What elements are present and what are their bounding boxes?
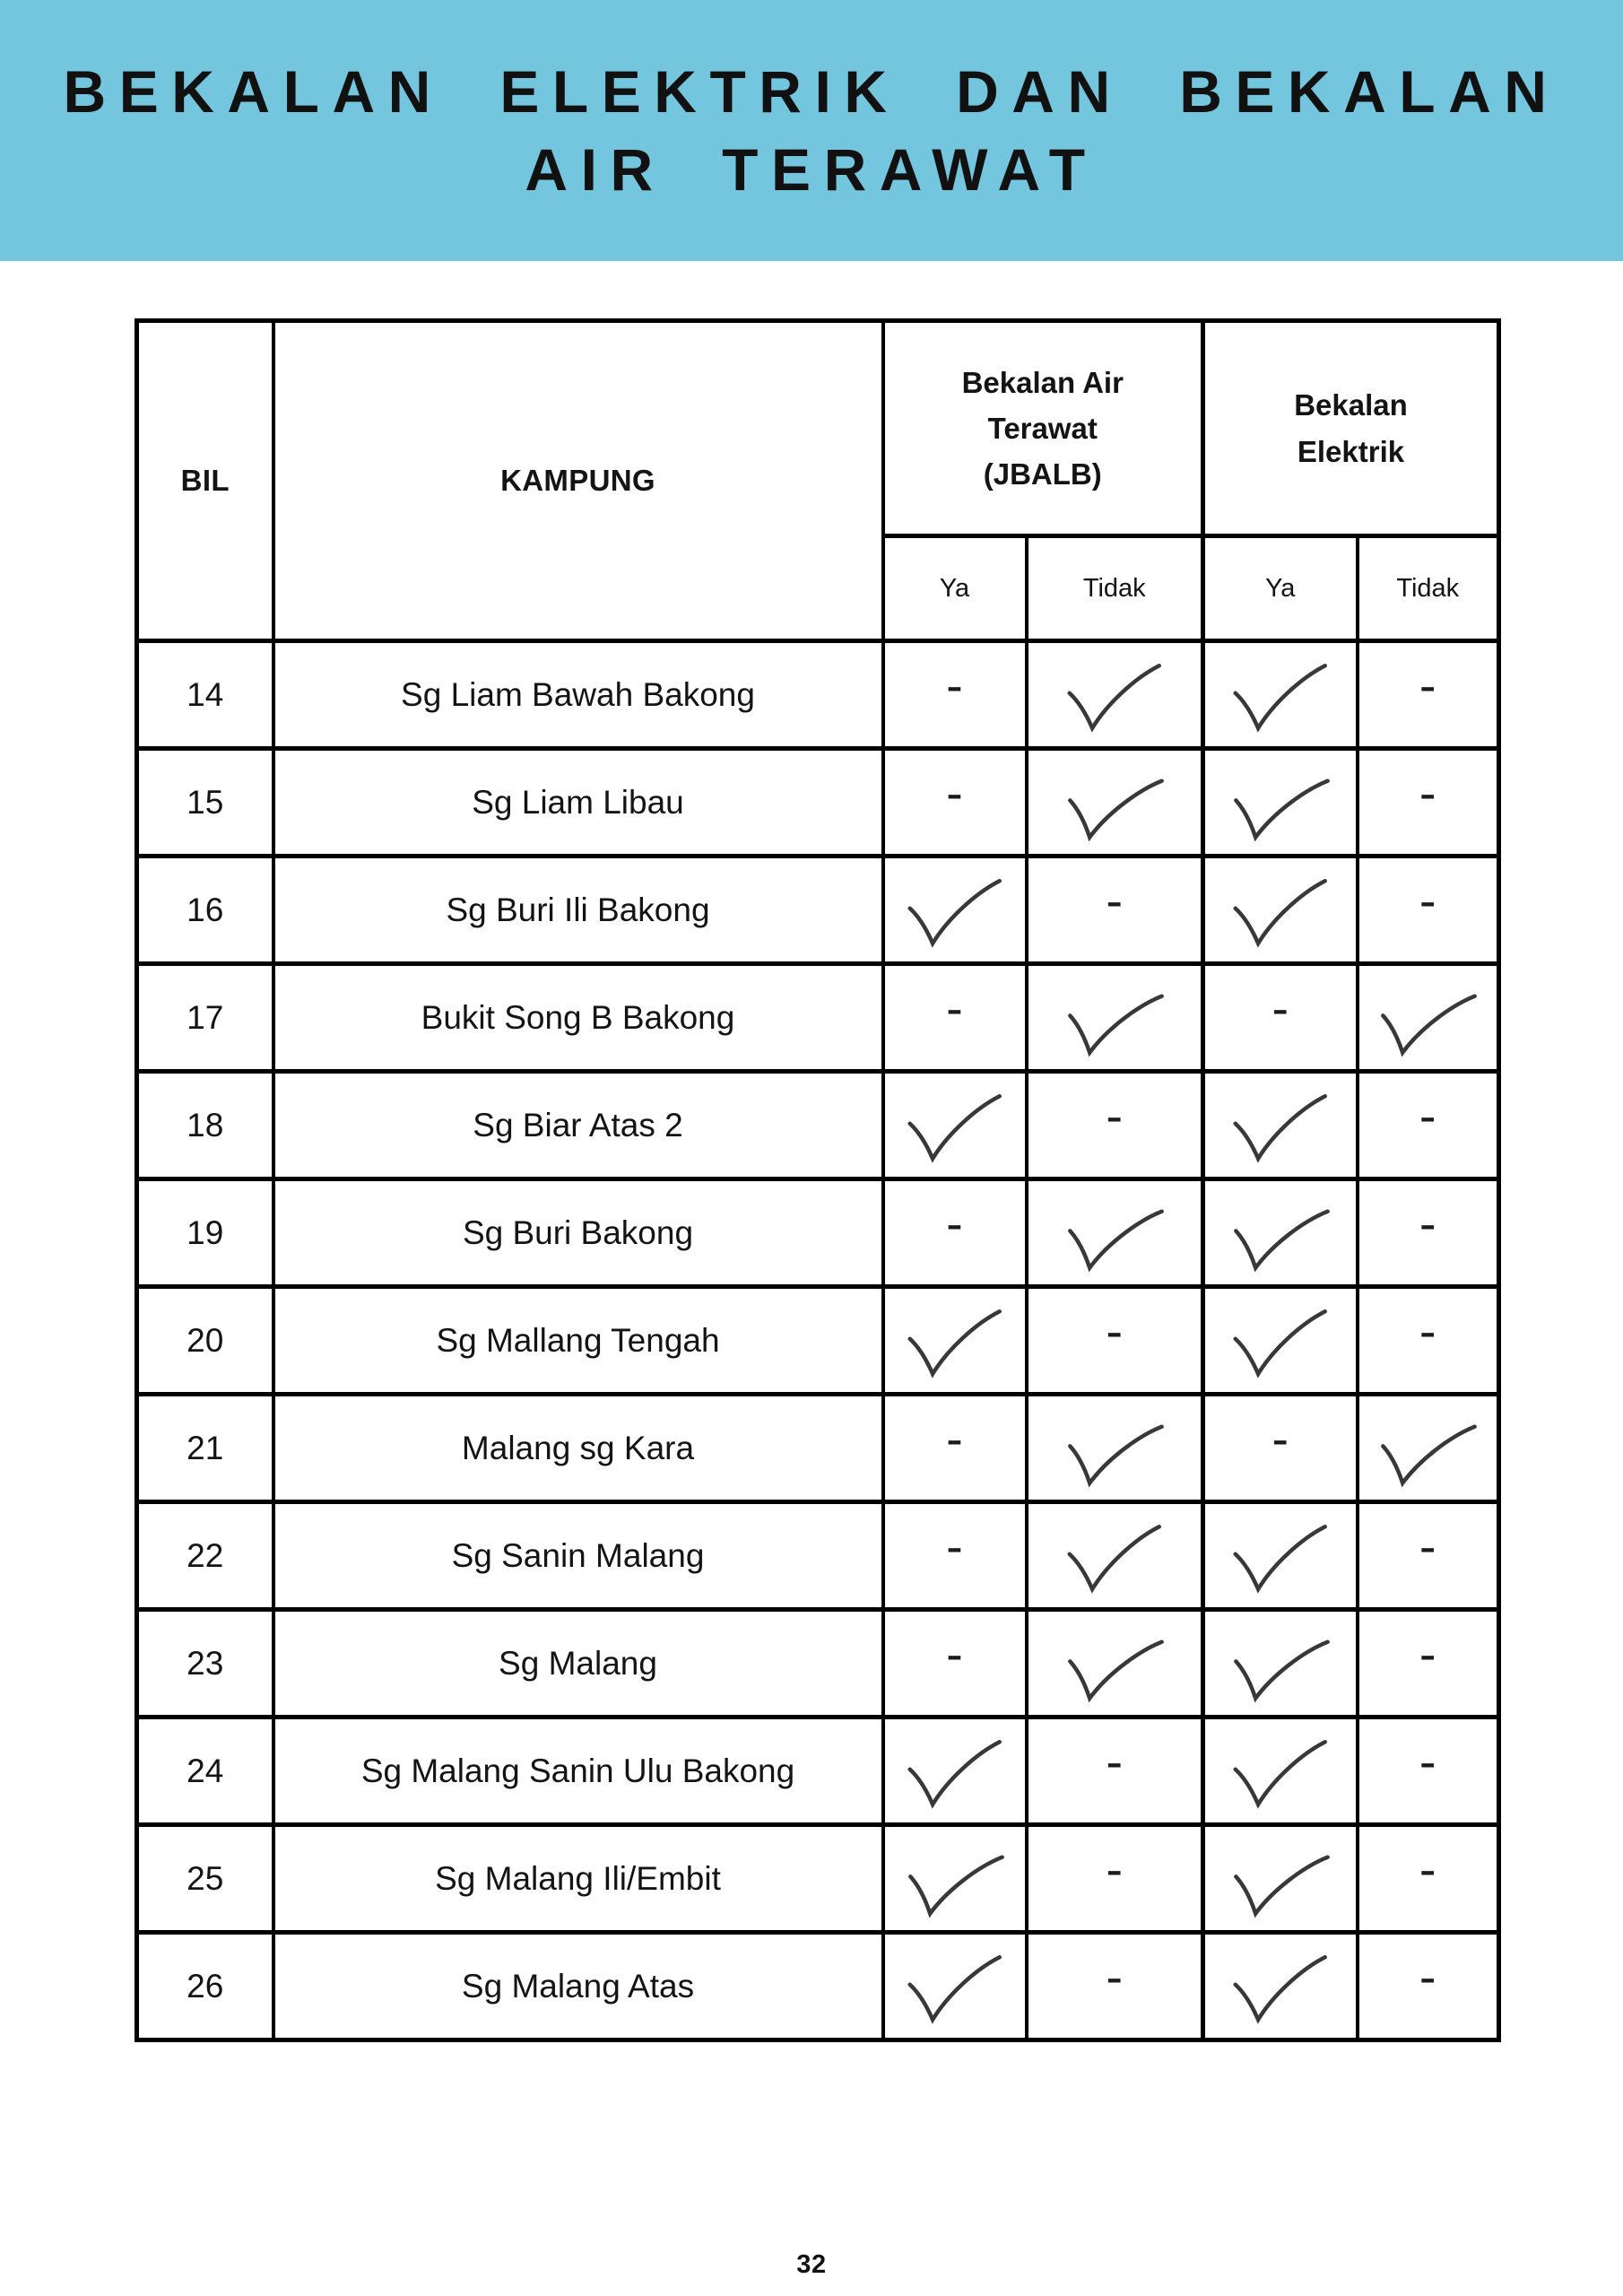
elektrik-ya-cell	[1203, 1072, 1358, 1179]
check-icon	[1062, 659, 1167, 740]
air-ya-cell	[883, 1287, 1027, 1395]
elektrik-ya-cell	[1203, 1610, 1358, 1718]
elektrik-tidak-cell: -	[1358, 1610, 1499, 1718]
column-header-bil: BIL	[137, 321, 273, 641]
kampung-cell: Sg Mallang Tengah	[273, 1287, 883, 1395]
bil-cell: 22	[137, 1502, 273, 1610]
column-header-kampung: KAMPUNG	[273, 321, 883, 641]
kampung-cell: Sg Malang Sanin Ulu Bakong	[273, 1718, 883, 1825]
column-header-air-ya: Ya	[883, 536, 1027, 641]
table-body	[137, 641, 1499, 2040]
elektrik-ya-cell	[1203, 749, 1358, 857]
check-icon	[1228, 1951, 1332, 2031]
elektrik-tidak-cell: -	[1358, 1502, 1499, 1610]
kampung-cell: Sg Malang Atas	[273, 1933, 883, 2040]
elektrik-tidak-cell: -	[1358, 857, 1499, 964]
bil-cell: 17	[137, 964, 273, 1072]
bil-cell: 14	[137, 641, 273, 749]
air-ya-cell: -	[883, 964, 1027, 1072]
column-header-air-tidak: Tidak	[1027, 536, 1203, 641]
table-row	[137, 964, 1499, 1072]
check-icon	[1228, 659, 1332, 740]
elektrik-ya-cell: -	[1203, 964, 1358, 1072]
elektrik-tidak-cell: -	[1358, 1179, 1499, 1287]
table-row	[137, 1395, 1499, 1502]
check-icon	[902, 1951, 1007, 2031]
check-icon	[1375, 985, 1480, 1067]
bil-cell: 16	[137, 857, 273, 964]
air-tidak-cell	[1027, 1179, 1203, 1287]
air-ya-cell: -	[883, 1610, 1027, 1718]
check-icon	[1061, 1200, 1167, 1283]
air-tidak-cell	[1027, 1395, 1203, 1502]
kampung-cell: Sg Malang Ili/Embit	[273, 1825, 883, 1933]
air-tidak-cell: -	[1027, 1072, 1203, 1179]
check-icon	[902, 1735, 1007, 1816]
air-tidak-cell	[1027, 964, 1203, 1072]
bil-cell: 18	[137, 1072, 273, 1179]
page-number: 32	[796, 2250, 827, 2279]
air-ya-cell	[883, 1718, 1027, 1825]
kampung-cell: Sg Buri Bakong	[273, 1179, 883, 1287]
elektrik-tidak-cell: -	[1358, 1718, 1499, 1825]
elektrik-tidak-cell: -	[1358, 641, 1499, 749]
table-row	[137, 1718, 1499, 1825]
table-row	[137, 857, 1499, 964]
elektrik-tidak-cell	[1358, 964, 1499, 1072]
table-row	[137, 1287, 1499, 1395]
bil-cell: 25	[137, 1825, 273, 1933]
check-icon	[1061, 770, 1167, 852]
table-row	[137, 1610, 1499, 1718]
air-tidak-cell	[1027, 749, 1203, 857]
table-row	[137, 641, 1499, 749]
column-header-elektrik-group: Bekalan Elektrik	[1203, 321, 1499, 536]
page-title-line1: BEKALAN ELEKTRIK DAN BEKALAN	[63, 57, 1560, 125]
elektrik-ya-cell	[1203, 1933, 1358, 2040]
air-ya-cell	[883, 1825, 1027, 1933]
check-icon	[1228, 1735, 1332, 1816]
bil-cell: 19	[137, 1179, 273, 1287]
kampung-cell: Sg Liam Bawah Bakong	[273, 641, 883, 749]
kampung-cell: Sg Biar Atas 2	[273, 1072, 883, 1179]
check-icon	[1228, 1305, 1332, 1386]
bil-cell: 26	[137, 1933, 273, 2040]
elektrik-tidak-cell: -	[1358, 1072, 1499, 1179]
elektrik-ya-cell	[1203, 1179, 1358, 1287]
check-icon	[1375, 1415, 1480, 1498]
check-icon	[1227, 1631, 1332, 1713]
table-row	[137, 1933, 1499, 2040]
check-icon	[1061, 1415, 1167, 1498]
title-banner	[0, 0, 1623, 261]
elektrik-ya-cell	[1203, 1825, 1358, 1933]
air-tidak-cell: -	[1027, 1718, 1203, 1825]
air-ya-cell: -	[883, 1395, 1027, 1502]
air-ya-cell: -	[883, 1502, 1027, 1610]
table-row	[137, 1179, 1499, 1287]
check-icon	[1228, 874, 1332, 955]
air-tidak-cell: -	[1027, 1933, 1203, 2040]
elektrik-tidak-cell	[1358, 1395, 1499, 1502]
kampung-cell: Malang sg Kara	[273, 1395, 883, 1502]
elektrik-ya-cell	[1203, 857, 1358, 964]
column-header-elektrik-tidak: Tidak	[1358, 536, 1499, 641]
air-ya-cell	[883, 857, 1027, 964]
check-icon	[1227, 1846, 1332, 1928]
check-icon	[902, 874, 1007, 955]
bil-cell: 20	[137, 1287, 273, 1395]
check-icon	[1228, 1520, 1332, 1601]
check-icon	[1228, 1090, 1332, 1170]
bil-cell: 24	[137, 1718, 273, 1825]
air-tidak-cell	[1027, 1610, 1203, 1718]
elektrik-tidak-cell: -	[1358, 749, 1499, 857]
check-icon	[1061, 985, 1167, 1067]
elektrik-tidak-cell: -	[1358, 1825, 1499, 1933]
elektrik-tidak-cell: -	[1358, 1287, 1499, 1395]
bil-cell: 15	[137, 749, 273, 857]
column-header-elektrik-ya: Ya	[1203, 536, 1358, 641]
supply-table	[135, 318, 1501, 2042]
elektrik-ya-cell	[1203, 641, 1358, 749]
check-icon	[902, 1305, 1007, 1386]
air-ya-cell	[883, 1933, 1027, 2040]
air-ya-cell: -	[883, 749, 1027, 857]
elektrik-ya-cell	[1203, 1502, 1358, 1610]
kampung-cell: Sg Sanin Malang	[273, 1502, 883, 1610]
air-tidak-cell	[1027, 1502, 1203, 1610]
bil-cell: 21	[137, 1395, 273, 1502]
column-header-air-group: Bekalan Air Terawat (JBALB)	[883, 321, 1203, 536]
elektrik-ya-cell	[1203, 1718, 1358, 1825]
bil-cell: 23	[137, 1610, 273, 1718]
check-icon	[901, 1846, 1007, 1928]
kampung-cell: Sg Buri Ili Bakong	[273, 857, 883, 964]
header-group-row	[137, 321, 1499, 536]
table-header	[137, 321, 1499, 641]
air-tidak-cell	[1027, 641, 1203, 749]
table-row	[137, 1502, 1499, 1610]
air-ya-cell	[883, 1072, 1027, 1179]
table-row	[137, 749, 1499, 857]
air-tidak-cell: -	[1027, 1287, 1203, 1395]
elektrik-ya-cell	[1203, 1287, 1358, 1395]
check-icon	[1227, 1200, 1332, 1283]
elektrik-ya-cell: -	[1203, 1395, 1358, 1502]
air-tidak-cell: -	[1027, 1825, 1203, 1933]
kampung-cell: Bukit Song B Bakong	[273, 964, 883, 1072]
air-ya-cell: -	[883, 1179, 1027, 1287]
elektrik-tidak-cell: -	[1358, 1933, 1499, 2040]
page-title-line2: AIR TERAWAT	[525, 135, 1098, 203]
check-icon	[1227, 770, 1332, 852]
kampung-cell: Sg Liam Libau	[273, 749, 883, 857]
kampung-cell: Sg Malang	[273, 1610, 883, 1718]
check-icon	[902, 1090, 1007, 1170]
table-row	[137, 1072, 1499, 1179]
check-icon	[1062, 1520, 1167, 1601]
air-tidak-cell: -	[1027, 857, 1203, 964]
table-row	[137, 1825, 1499, 1933]
air-ya-cell: -	[883, 641, 1027, 749]
check-icon	[1061, 1631, 1167, 1713]
